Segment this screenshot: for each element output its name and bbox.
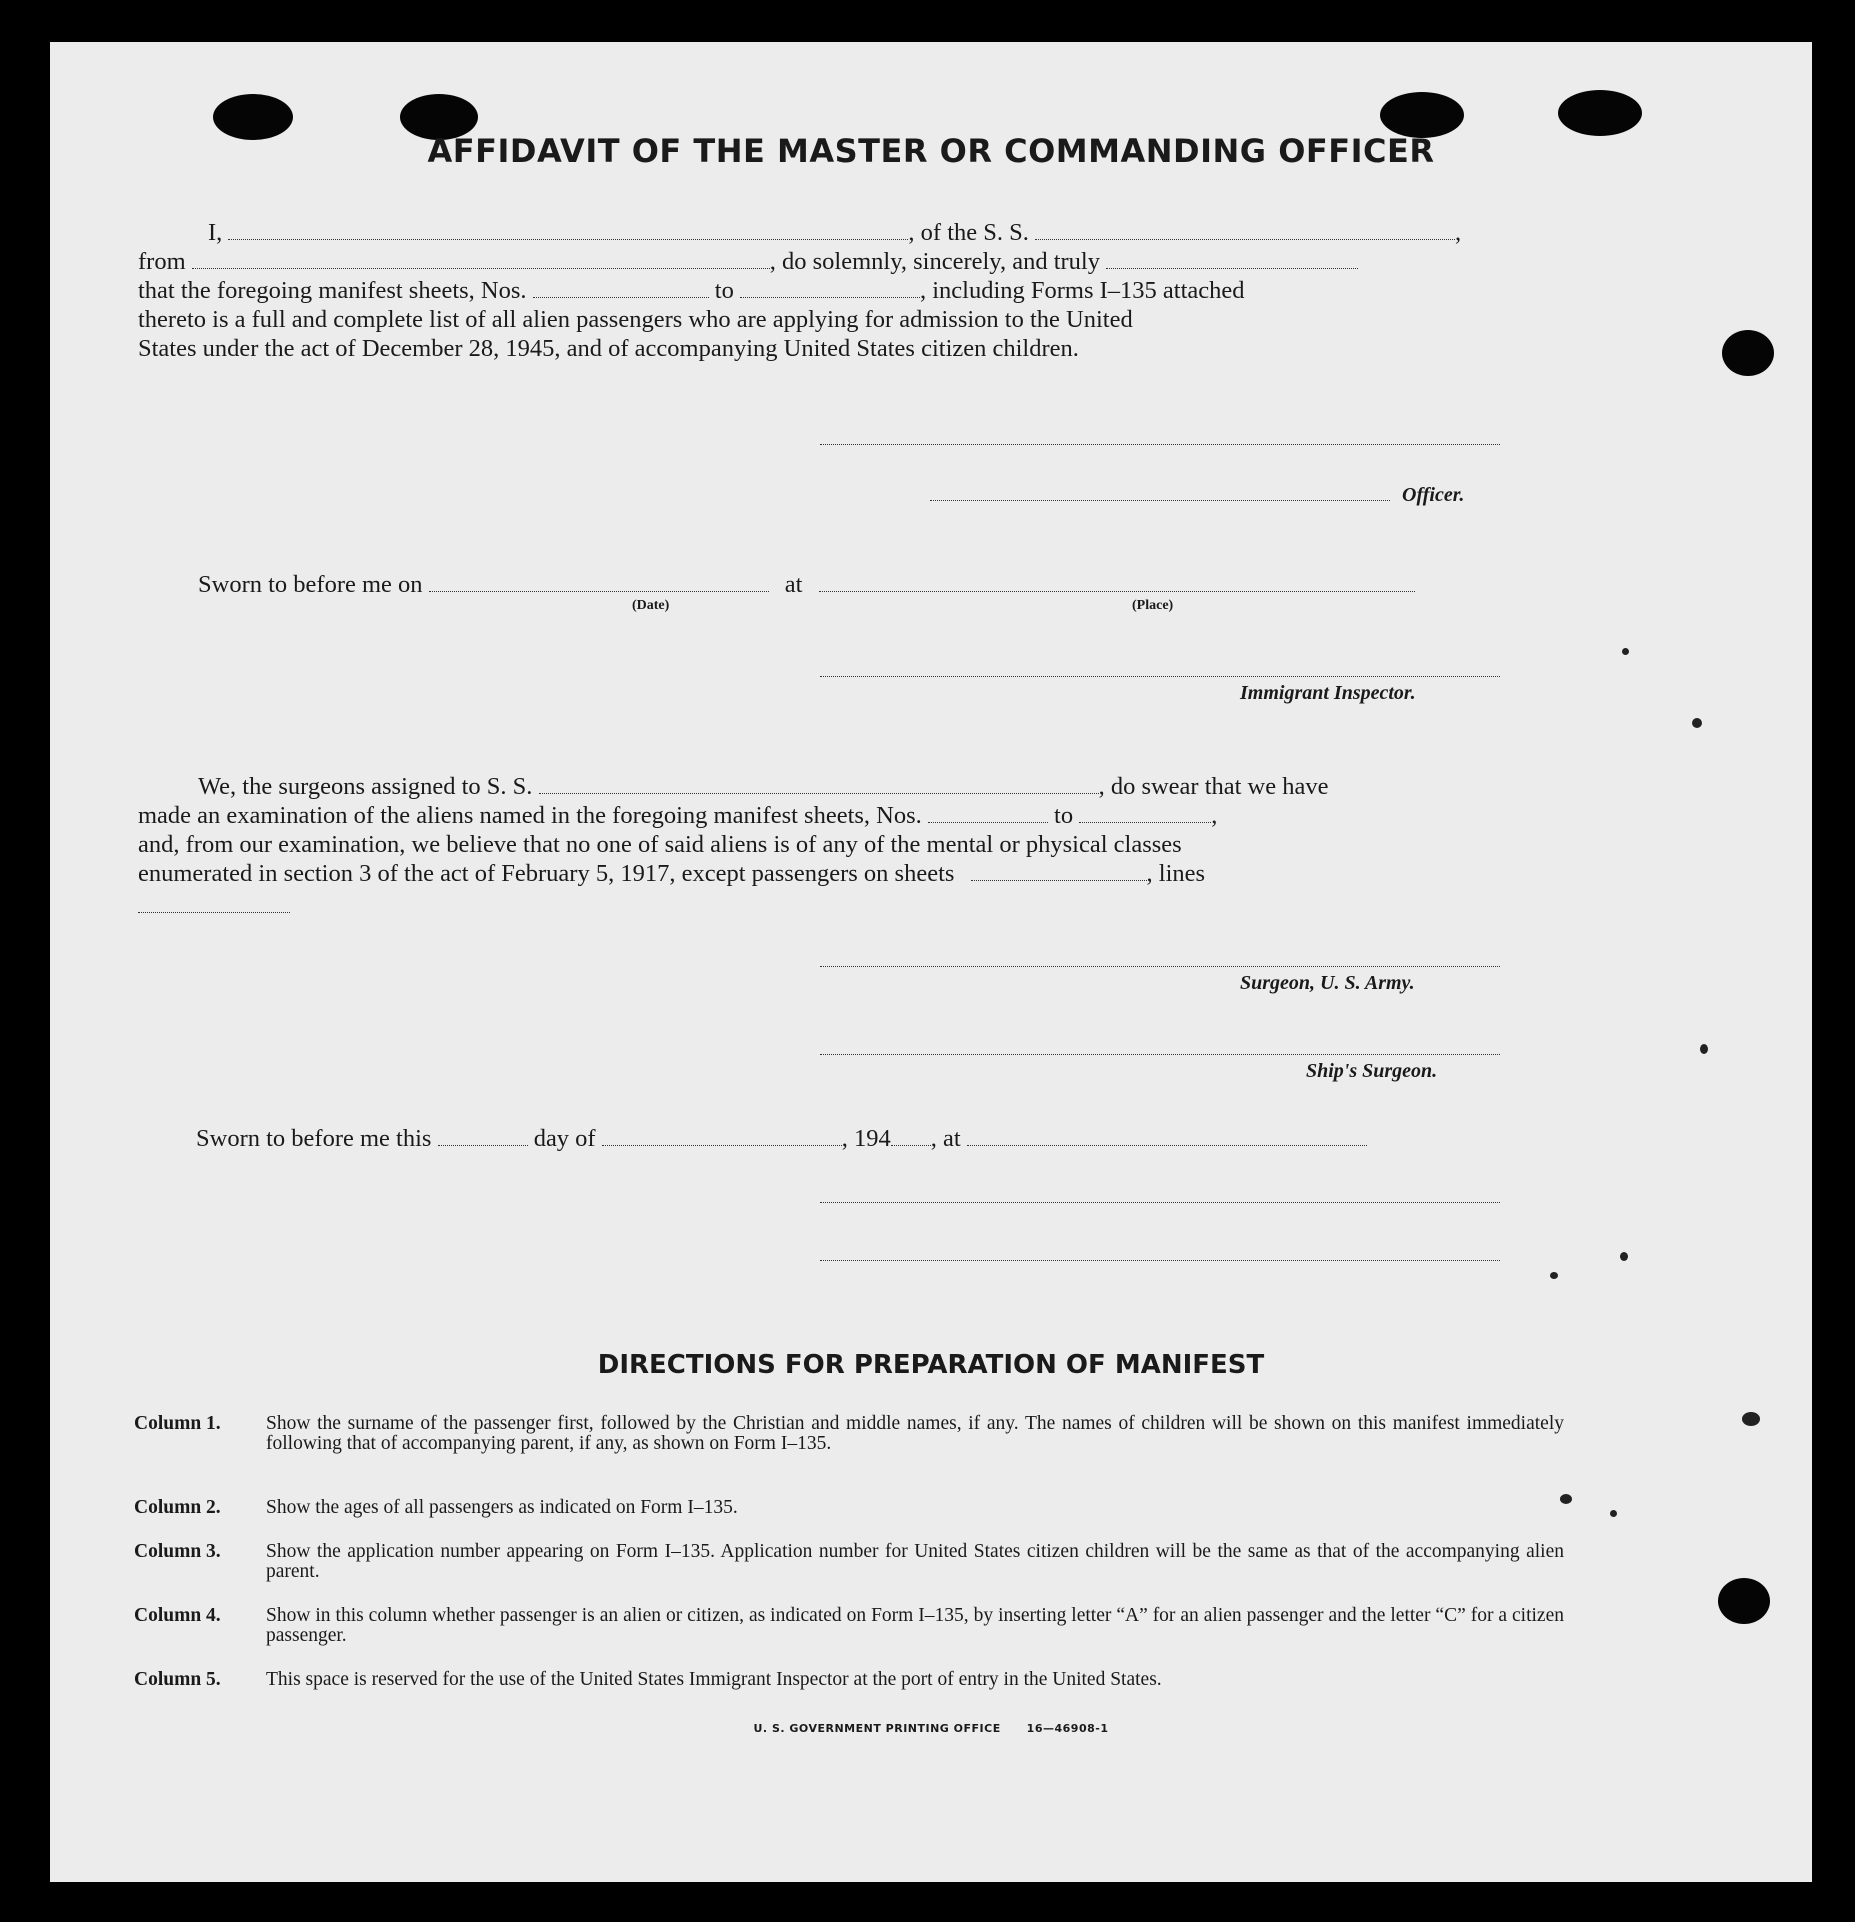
sheet-to-field[interactable] xyxy=(740,296,920,298)
direction-text: Show in this column whether passenger is an alien or citizen, as indicated on Form I–135, by inserting letter “A” for an alien passenger and the letter “C” for a citizen passenger. xyxy=(266,1605,1564,1646)
surgeons-swear: , do swear that we have xyxy=(1098,773,1329,800)
surgeon-sheet-from-field[interactable] xyxy=(928,821,1048,823)
from-port-field[interactable] xyxy=(192,267,770,269)
direction-column-4 xyxy=(134,1606,1564,1648)
date-label: (Date) xyxy=(632,598,670,613)
direction-col-label: Column 1. xyxy=(134,1413,221,1434)
surgeons-to: to xyxy=(1054,802,1074,829)
sheet-from-field[interactable] xyxy=(533,296,709,298)
sworn-this-text: Sworn to before me this xyxy=(196,1125,432,1152)
inspector-label: Immigrant Inspector. xyxy=(1240,682,1416,704)
punch-hole-right-1 xyxy=(1722,330,1774,376)
ink-speck xyxy=(1610,1510,1617,1517)
ship-surgeon-label: Ship's Surgeon. xyxy=(1306,1060,1438,1082)
sworn-date-field[interactable] xyxy=(429,590,769,592)
page-title: AFFIDAVIT OF THE MASTER OR COMMANDING OFFICER xyxy=(427,132,1435,170)
army-surgeon-label: Surgeon, U. S. Army. xyxy=(1240,972,1415,994)
officer-line[interactable] xyxy=(930,500,1390,501)
sworn-at-text: at xyxy=(784,571,803,598)
ship-name-field[interactable] xyxy=(1035,238,1455,240)
ink-speck xyxy=(1742,1412,1760,1426)
ink-speck xyxy=(1700,1044,1708,1054)
direction-text: Show the surname of the passenger first, followed by the Christian and middle names, if any. The names of children will be shown on this manifest immediately following that of accompanying parent, if any, as shown on Form I–135. xyxy=(266,1413,1564,1454)
document-page xyxy=(50,42,1812,1882)
sworn-year-field[interactable] xyxy=(891,1144,931,1146)
sworn-year-text: , 194 xyxy=(841,1125,891,1152)
sworn2-signature-line-1[interactable] xyxy=(820,1202,1500,1203)
except-lines-field[interactable] xyxy=(138,912,290,913)
oath-field[interactable] xyxy=(1106,267,1358,269)
direction-column-2 xyxy=(134,1498,1564,1520)
sworn-at2-text: , at xyxy=(930,1125,961,1152)
affidavit-to: to xyxy=(714,277,734,304)
direction-text: Show the ages of all passengers as indicated on Form I–135. xyxy=(266,1497,738,1518)
sworn-day-field[interactable] xyxy=(438,1144,528,1146)
affidavit-line-1 xyxy=(138,218,1558,247)
affidavit-i: I, xyxy=(208,219,223,246)
sworn-day-of-text: day of xyxy=(533,1125,596,1152)
surgeons-line-1 xyxy=(138,772,1558,801)
surgeons-assigned: We, the surgeons assigned to S. S. xyxy=(198,773,533,800)
punch-hole-right-2 xyxy=(1718,1578,1770,1624)
except-sheets-field[interactable] xyxy=(971,879,1147,881)
surgeons-line-3: and, from our examination, we believe that no one of said aliens is of any of the mental or physical classes xyxy=(138,831,1182,858)
surgeons-lines: , lines xyxy=(1146,860,1206,887)
affidavit-including: , including Forms I–135 attached xyxy=(919,277,1245,304)
ink-speck xyxy=(1692,718,1702,728)
directions-title: DIRECTIONS FOR PREPARATION OF MANIFEST xyxy=(597,1350,1265,1380)
affidavit-line-3 xyxy=(138,276,1558,305)
master-name-field[interactable] xyxy=(228,238,908,240)
surgeons-except: enumerated in section 3 of the act of February 5, 1917, except passengers on sheets xyxy=(138,860,955,887)
sworn-line-1 xyxy=(198,570,1618,599)
army-surgeon-signature-line[interactable] xyxy=(820,966,1500,967)
sworn2-signature-line-2[interactable] xyxy=(820,1260,1500,1261)
signature-line-master[interactable] xyxy=(820,444,1500,445)
direction-text: This space is reserved for the use of the United States Immigrant Inspector at the port of entry in the United States. xyxy=(266,1669,1162,1690)
surgeons-line-4 xyxy=(138,859,1558,888)
surgeons-exam: made an examination of the aliens named in the foregoing manifest sheets, Nos. xyxy=(138,802,922,829)
direction-column-5 xyxy=(134,1670,1564,1712)
direction-col-label: Column 2. xyxy=(134,1497,221,1518)
direction-col-label: Column 4. xyxy=(134,1605,221,1626)
punch-hole-top-4 xyxy=(1558,90,1642,136)
inspector-signature-line[interactable] xyxy=(820,676,1500,677)
affidavit-solemnly: , do solemnly, sincerely, and truly xyxy=(769,248,1100,275)
sworn-place2-field[interactable] xyxy=(967,1144,1367,1146)
affidavit-from: from xyxy=(138,248,186,275)
affidavit-comma: , xyxy=(1455,219,1462,246)
direction-col-label: Column 5. xyxy=(134,1669,221,1690)
surgeons-comma: , xyxy=(1211,802,1218,829)
place-label: (Place) xyxy=(1132,598,1174,613)
officer-label: Officer. xyxy=(1402,484,1465,506)
printing-office-footer: U. S. GOVERNMENT PRINTING OFFICE 16—46908-1 xyxy=(753,1722,1109,1735)
sworn-line-2 xyxy=(196,1124,1616,1153)
surgeon-sheet-to-field[interactable] xyxy=(1079,821,1211,823)
affidavit-line-5: States under the act of December 28, 1945, and of accompanying United States citizen children. xyxy=(138,335,1079,362)
ship-surgeon-signature-line[interactable] xyxy=(820,1054,1500,1055)
ink-speck xyxy=(1620,1252,1628,1261)
affidavit-sheets: that the foregoing manifest sheets, Nos. xyxy=(138,277,527,304)
sworn-month-field[interactable] xyxy=(602,1144,842,1146)
ink-speck xyxy=(1622,648,1629,655)
ink-speck xyxy=(1550,1272,1558,1279)
sworn-on-text: Sworn to before me on xyxy=(198,571,423,598)
affidavit-line-2 xyxy=(138,247,1558,276)
affidavit-line-4: thereto is a full and complete list of all alien passengers who are applying for admission to the United xyxy=(138,306,1133,333)
direction-text: Show the application number appearing on Form I–135. Application number for United States citizen children will be the same as that of the accompanying alien parent. xyxy=(266,1541,1564,1582)
direction-col-label: Column 3. xyxy=(134,1541,221,1562)
direction-column-3 xyxy=(134,1542,1564,1584)
affidavit-of-ss: , of the S. S. xyxy=(908,219,1029,246)
surgeon-ship-field[interactable] xyxy=(539,792,1099,794)
direction-column-1 xyxy=(134,1414,1564,1476)
surgeons-line-2 xyxy=(138,801,1558,830)
sworn-place-field[interactable] xyxy=(819,590,1415,592)
